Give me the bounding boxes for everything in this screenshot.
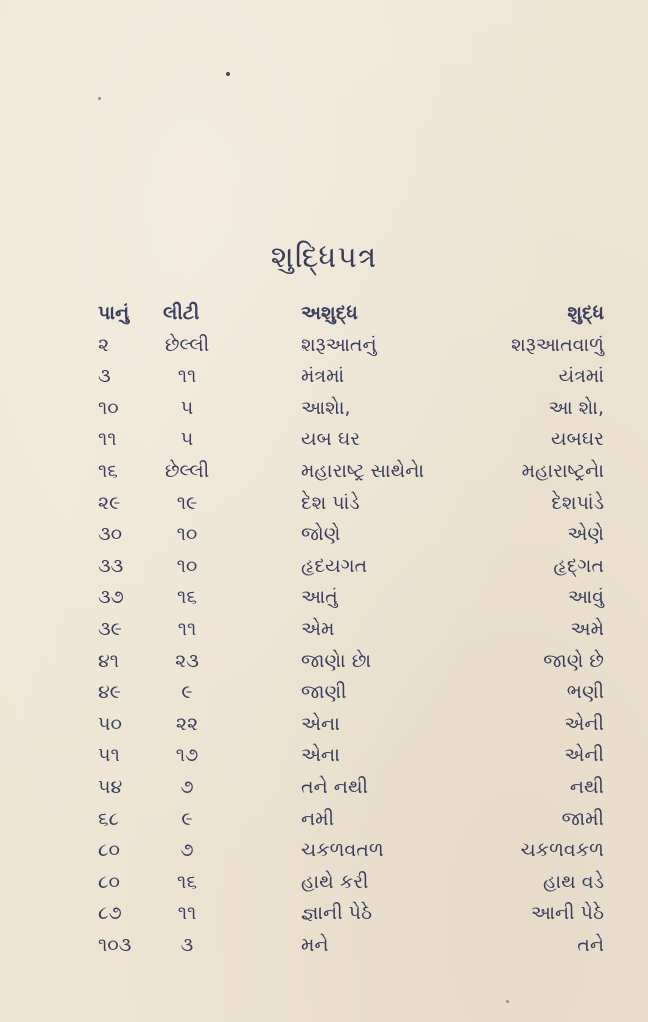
- paper-speck: [98, 97, 101, 100]
- table-row: [0, 740, 648, 772]
- cell-page: ૩૩: [98, 554, 124, 577]
- cell-page: ૮૭: [98, 902, 122, 925]
- cell-incorrect: મહારાષ્ટ્ર સાથેનેા: [301, 459, 425, 482]
- table-row: [0, 330, 648, 362]
- cell-incorrect: જ્ઞાની પેઠે: [301, 902, 373, 925]
- cell-correct: જાણે છે: [543, 649, 604, 672]
- cell-incorrect: આતું: [301, 586, 338, 609]
- cell-correct: યંત્રમાં: [558, 365, 604, 388]
- cell-page: ૮૦: [98, 839, 120, 862]
- table-row: [0, 551, 648, 583]
- cell-correct: આની પેઠે: [530, 902, 604, 925]
- cell-page: ૬૮: [98, 807, 120, 830]
- cell-incorrect: જાણી: [301, 681, 347, 704]
- cell-page: ૧૦: [98, 396, 119, 419]
- cell-line: ૯: [181, 681, 193, 704]
- table-row: [0, 456, 648, 488]
- cell-line: ૯: [181, 807, 193, 830]
- header-line: લીટી: [163, 302, 200, 324]
- cell-incorrect: એના: [301, 744, 340, 767]
- cell-line: ૧૦: [176, 554, 198, 577]
- table-row: [0, 393, 648, 425]
- paper-speck: [506, 1000, 509, 1003]
- paper-speck: [226, 72, 230, 76]
- cell-correct: ચકળવકળ: [520, 839, 604, 862]
- cell-incorrect: મંત્રમાં: [301, 365, 345, 388]
- cell-incorrect: તને નથી: [301, 775, 368, 798]
- cell-correct: યબઘર: [550, 428, 604, 451]
- table-row: [0, 582, 648, 614]
- cell-page: ૪૯: [98, 681, 122, 704]
- table-row: [0, 898, 648, 930]
- cell-incorrect: હૃદયગત: [301, 554, 368, 577]
- cell-line: ૧૬: [177, 586, 197, 609]
- header-page: પાનું: [98, 302, 130, 324]
- cell-page: ૩: [98, 365, 111, 388]
- cell-line: છેલ્લી: [164, 459, 210, 482]
- cell-line: છેલ્લી: [164, 333, 210, 356]
- cell-line: ૧૯: [176, 491, 198, 514]
- cell-correct: તને: [577, 933, 604, 956]
- cell-page: ૩૭: [98, 586, 124, 609]
- table-row: [0, 614, 648, 646]
- table-row: [0, 519, 648, 551]
- cell-incorrect: ચકળવતળ: [301, 839, 384, 862]
- cell-page: ૨૯: [98, 491, 121, 514]
- cell-line: ૩: [180, 933, 194, 956]
- cell-page: ૧૦૩: [98, 933, 132, 956]
- cell-page: ૩૦: [98, 523, 123, 546]
- cell-correct: એની: [564, 744, 604, 767]
- table-row: [0, 930, 648, 962]
- table-body: [0, 330, 648, 962]
- table-row: [0, 835, 648, 867]
- table-row: [0, 646, 648, 678]
- cell-line: ૨૩: [175, 649, 199, 672]
- cell-page: ૪૧: [98, 649, 120, 672]
- cell-page: ૩૯: [98, 617, 122, 640]
- page-title: શુદ્ધિપત્ર: [270, 240, 378, 275]
- cell-correct: હાથ વડે: [542, 870, 604, 893]
- table-row: [0, 709, 648, 741]
- cell-incorrect: નમી: [301, 807, 335, 830]
- table-row: [0, 424, 648, 456]
- cell-correct: અમે: [570, 617, 604, 640]
- cell-page: ૨: [98, 333, 110, 356]
- cell-correct: જામી: [561, 807, 604, 830]
- cell-page: ૧૧: [98, 428, 117, 451]
- table-row: [0, 772, 648, 804]
- cell-page: ૫૦: [98, 712, 122, 735]
- cell-correct: આવું: [567, 586, 604, 609]
- cell-correct: આ શેા,: [548, 396, 604, 419]
- cell-line: ૫: [180, 396, 194, 419]
- cell-incorrect: એના: [301, 712, 340, 735]
- cell-line: ૧૭: [175, 744, 199, 767]
- cell-line: ૧૬: [177, 870, 197, 893]
- cell-page: ૫૧: [98, 744, 120, 767]
- cell-line: ૧૧: [177, 617, 197, 640]
- cell-incorrect: એમ: [301, 617, 335, 640]
- cell-line: ૨૨: [175, 712, 199, 735]
- cell-correct: નથી: [569, 775, 604, 798]
- cell-correct: શરૂઆતવાળું: [511, 333, 604, 356]
- cell-line: ૧૧: [177, 902, 197, 925]
- table-row: [0, 677, 648, 709]
- cell-incorrect: આશેા,: [301, 396, 351, 419]
- cell-correct: એણે: [567, 523, 604, 546]
- cell-line: ૭: [180, 839, 194, 862]
- cell-correct: હૃદ્ગત: [553, 554, 604, 577]
- table-row: [0, 867, 648, 899]
- table-row: [0, 804, 648, 836]
- cell-correct: મહારાષ્ટ્રનેા: [521, 459, 604, 482]
- header-incorrect: અશુદ્ધ: [301, 302, 358, 324]
- cell-incorrect: શરૂઆતનું: [301, 333, 377, 356]
- errata-table: [0, 298, 648, 961]
- cell-incorrect: જોણે: [301, 523, 341, 546]
- cell-correct: ભણી: [566, 681, 604, 704]
- cell-line: ૫: [180, 428, 194, 451]
- cell-incorrect: દેશ પાંડે: [301, 491, 360, 514]
- cell-page: ૮૦: [98, 870, 120, 893]
- cell-page: ૫૪: [98, 775, 123, 798]
- cell-page: ૧૬: [98, 459, 118, 482]
- table-row: [0, 488, 648, 520]
- cell-line: ૭: [180, 775, 194, 798]
- table-header-row: [0, 298, 648, 330]
- cell-incorrect: હાથે કરી: [301, 870, 369, 893]
- cell-line: ૧૦: [176, 523, 198, 546]
- table-row: [0, 361, 648, 393]
- header-correct: શુદ્ધ: [567, 302, 604, 324]
- cell-incorrect: મને: [301, 933, 329, 956]
- cell-correct: એની: [564, 712, 604, 735]
- cell-correct: દેશપાંડે: [551, 491, 604, 514]
- cell-incorrect: યબ ઘર: [301, 428, 361, 451]
- cell-incorrect: જાણેા છેા: [301, 649, 372, 672]
- cell-line: ૧૧: [177, 365, 197, 388]
